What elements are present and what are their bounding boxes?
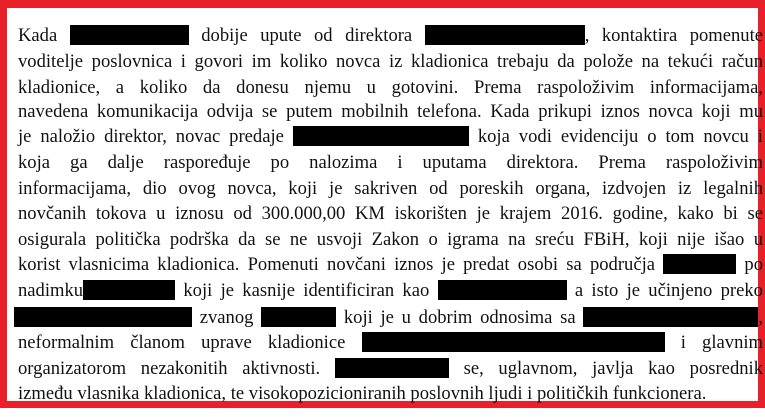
text: novčanih tokova u iznosu od 300.000,00 KM iskorišten je krajem 2016. godine, kako bi se (18, 203, 763, 224)
redaction (83, 280, 175, 300)
text: organizatorom nezakonitih aktivnosti. (18, 358, 321, 379)
text: voditelje poslovnica i govori im koliko novca iz kladionica trebaju da polože na tekući račun (18, 51, 763, 72)
text: između vlasnika kladionica, te visokopozicioniranih poslovnih ljudi i političkih funkcionera. (18, 383, 707, 404)
text: i glavnim (680, 332, 763, 353)
text-line (18, 77, 763, 99)
text-line (18, 332, 763, 354)
text: korist vlasnicima kladionica. Pomenuti novčani iznos je predat osobi sa područja (18, 254, 656, 275)
text: koja vodi evidenciju o tom novcu i (477, 126, 763, 147)
text-line (18, 254, 763, 276)
text-line (18, 383, 763, 405)
text: osigurala politička podrška da se ne usvoji Zakon o igrama na sreću FBiH, koji nije išao u (18, 229, 763, 250)
text: zvanog (199, 307, 254, 328)
redaction (261, 307, 336, 327)
text: po (744, 254, 764, 275)
redaction (362, 332, 665, 352)
text-line (18, 101, 763, 123)
text: se, uglavnom, javlja kao posrednik (463, 358, 763, 379)
text-line (18, 152, 763, 174)
text-line (18, 25, 763, 47)
text: informacijama, dio ovog novca, koji je sakriven od poreskih organa, izdvojen iz legalnih (18, 178, 763, 199)
text-line (18, 229, 763, 251)
text: , (758, 307, 763, 328)
text: koji je kasnije identificiran kao (183, 280, 430, 301)
text: je naložio direktor, novac predaje (18, 126, 284, 147)
redaction (70, 25, 189, 45)
text: kladionice, a koliko da donesu njemu u gotovini. Prema raspoloživim informacijama, (18, 77, 763, 98)
redaction (293, 126, 469, 146)
text-line (18, 203, 763, 225)
text: koji je u dobrim odnosima sa (343, 307, 576, 328)
redaction (425, 25, 585, 45)
redaction (14, 307, 192, 327)
redaction (438, 280, 567, 300)
text: a isto je učinjeno preko (574, 280, 763, 301)
text: neformalnim članom uprave kladionice (18, 332, 346, 353)
text-line (18, 358, 763, 380)
text-line (18, 126, 763, 148)
text: koja ga dalje raspoređuje po nalozima i uputama direktora. Prema raspoloživim (18, 152, 763, 173)
text: nadimku (18, 280, 84, 301)
text-line (14, 307, 763, 329)
text: Kada (18, 25, 58, 46)
text: dobije upute od direktora (201, 25, 413, 46)
redaction (663, 254, 736, 274)
redaction (583, 307, 758, 327)
text-line (18, 178, 763, 200)
redaction (335, 358, 449, 378)
text: , kontaktira pomenute (584, 25, 764, 46)
text-line (18, 51, 763, 73)
text-line (18, 280, 763, 302)
text: navedena komunikacija odvija se putem mobilnih telefona. Kada prikupi iznos novca koji mu (18, 101, 763, 122)
